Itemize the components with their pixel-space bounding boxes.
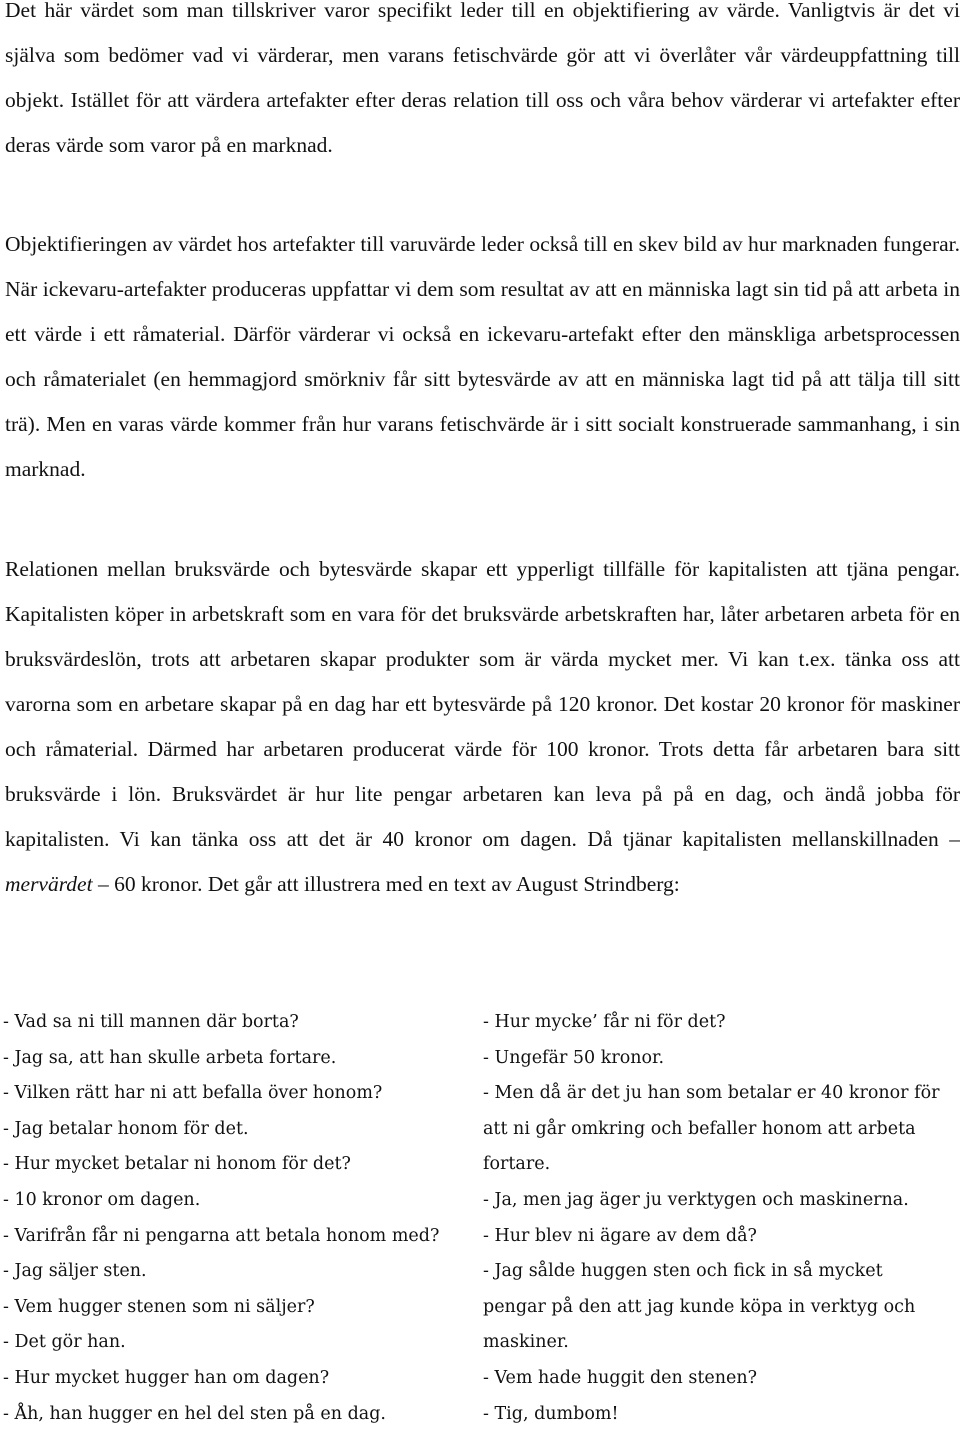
dialogue-line: - Jag betalar honom för det. xyxy=(3,1118,249,1139)
dialogue-line: - Men då är det ju han som betalar er 40 kronor för xyxy=(483,1083,940,1104)
dialogue-line: - Vilken rätt har ni att befalla över honom? xyxy=(3,1083,383,1104)
dialogue-line: - Ungefär 50 kronor. xyxy=(483,1047,665,1068)
emphasized-term: mervärdet xyxy=(5,872,93,896)
dialogue-line: - Jag sa, att han skulle arbeta fortare. xyxy=(3,1047,337,1068)
dialogue-left-column xyxy=(3,1005,473,1432)
paragraph-1: Det här värdet som man tillskriver varor specifikt leder till en objektifiering av värde. Vanligtvis är det vi själva som bedömer vad vi värderar, men varans fetischvärde gör att vi överlåter vår värdeuppfattning till objekt. Istället för att värdera artefakter efter deras relation till oss och våra behov värderar vi artefakter efter deras värde som varor på en marknad. xyxy=(5,0,960,157)
paragraph-3 xyxy=(5,547,960,907)
paragraph-3-text-end: – 60 kronor. Det går att illustrera med en text av August Strindberg: xyxy=(92,872,680,896)
paragraph-2: Objektifieringen av värdet hos artefakter till varuvärde leder också till en skev bild av hur marknaden fungerar. När ickevaru-artefakter produceras uppfattar vi dem som resultat av att en människa lagt sin tid på att arbeta in ett värde i ett råmaterial. Därför värderar vi också en ickevaru-artefakt efter den mänskliga arbetsprocessen och råmaterialet (en hemmagjord smörkniv får sitt bytesvärde av att en människa lagt tid på att tälja till sitt trä). Men en varas värde kommer från hur varans fetischvärde är i sitt socialt konstruerade sammanhang, i sin marknad. xyxy=(5,232,960,481)
dialogue-line: - Det gör han. xyxy=(3,1332,126,1353)
dialogue-line: - Hur mycket betalar ni honom för det? xyxy=(3,1154,351,1175)
dialogue-line: - Tig, dumbom! xyxy=(483,1403,619,1424)
dialogue-line: att ni går omkring och befaller honom att arbeta xyxy=(483,1118,916,1139)
dialogue-right-column xyxy=(483,1005,960,1432)
dialogue-line: - Jag säljer sten. xyxy=(3,1261,147,1282)
dialogue-line: - Vem hugger stenen som ni säljer? xyxy=(3,1296,315,1317)
dialogue-line: maskiner. xyxy=(483,1332,569,1353)
dialogue-line: pengar på den att jag kunde köpa in verktyg och xyxy=(483,1296,916,1317)
dialogue-line: fortare. xyxy=(483,1154,551,1175)
dialogue-line: - Hur mycke’ får ni för det? xyxy=(483,1012,726,1032)
dialogue-line: - Vad sa ni till mannen där borta? xyxy=(3,1012,299,1032)
dialogue-line: - Jag sålde huggen sten och fick in så mycket xyxy=(483,1261,883,1282)
paragraph-3-text-start: Relationen mellan bruksvärde och bytesvärde skapar ett ypperligt tillfälle för kapitalisten att tjäna pengar. Kapitalisten köper in arbetskraft som en vara för det bruksvärde arbetskraften har, låter arbetaren arbeta för en bruksvärdeslön, trots att arbetaren skapar produkter som är värda mycket mer. Vi kan t.ex. tänka oss att varorna som en arbetare skapar på en dag har ett bytesvärde på 120 kronor. Det kostar 20 kronor för maskiner och råmaterial. Därmed har arbetaren producerat värde för 100 kronor. Trots detta får arbetaren bara sitt bruksvärde i lön. Bruksvärdet är hur lite pengar arbetaren kan leva på på en dag, och ändå jobba för kapitalisten. Vi kan tänka oss att det är 40 kronor om dagen. Då tjänar kapitalisten mellanskillnaden – xyxy=(5,557,960,851)
dialogue-line: - Hur blev ni ägare av dem då? xyxy=(483,1225,757,1246)
dialogue-line: - Vem hade huggit den stenen? xyxy=(483,1367,758,1388)
dialogue-line: - Åh, han hugger en hel del sten på en dag. xyxy=(3,1403,386,1424)
dialogue-line: - Ja, men jag äger ju verktygen och maskinerna. xyxy=(483,1189,909,1210)
dialogue-line: - Hur mycket hugger han om dagen? xyxy=(3,1367,330,1388)
dialogue-line: - 10 kronor om dagen. xyxy=(3,1189,201,1210)
dialogue-line: - Varifrån får ni pengarna att betala honom med? xyxy=(3,1225,440,1246)
